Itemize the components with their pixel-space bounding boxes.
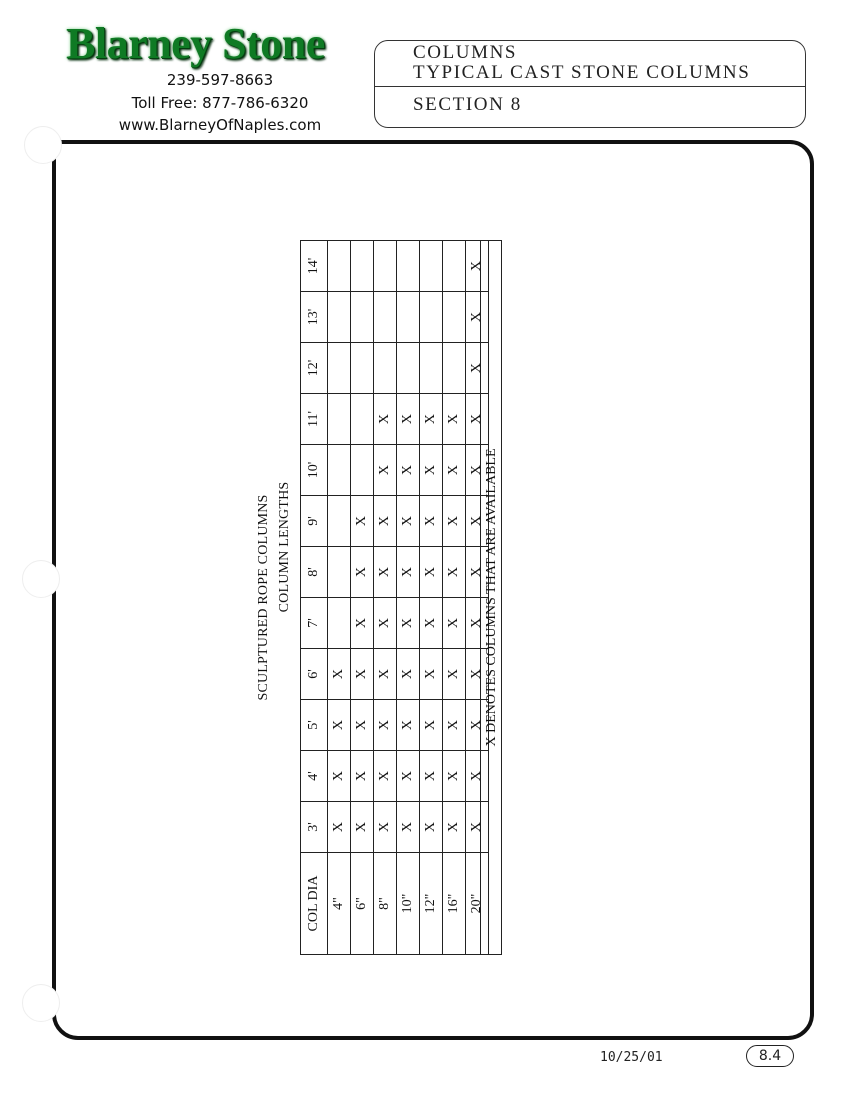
table-row [374,241,397,955]
availability-cell: X [397,649,420,700]
availability-cell: X [443,700,466,751]
section-label: SECTION 8 [413,94,522,115]
availability-cell: X [466,394,489,445]
availability-cell: X [351,547,374,598]
availability-cell: X [397,700,420,751]
availability-cell: X [351,496,374,547]
availability-cell: X [443,496,466,547]
availability-cell [443,343,466,394]
title-box-divider [374,86,806,87]
availability-cell: X [328,649,351,700]
availability-cell [351,394,374,445]
table-row [397,241,420,955]
availability-cell: X [397,496,420,547]
availability-cell: X [420,394,443,445]
availability-cell: X [466,547,489,598]
availability-cell: X [397,802,420,853]
availability-cell: X [374,445,397,496]
availability-cell: X [466,700,489,751]
revision-date: 10/25/01 [600,1050,663,1065]
category-subtitle: TYPICAL CAST STONE COLUMNS [413,62,751,83]
availability-cell: X [397,751,420,802]
availability-cell: X [443,445,466,496]
availability-cell: X [374,802,397,853]
diameter-cell: 12" [420,853,443,955]
availability-cell [328,343,351,394]
availability-cell: X [374,751,397,802]
availability-cell: X [328,700,351,751]
availability-cell: X [443,802,466,853]
length-header-cell: 12' [301,343,328,394]
length-header-cell: 5' [301,700,328,751]
page-number-badge: 8.4 [746,1045,794,1067]
availability-cell [328,496,351,547]
toll-free-number: Toll Free: 877-786-6320 [131,94,309,112]
col-dia-header: COL DIA [301,853,328,955]
diameter-cell: 8" [374,853,397,955]
availability-cell [328,445,351,496]
availability-table [278,240,489,955]
availability-cell: X [374,496,397,547]
diameter-cell: 4" [328,853,351,955]
length-header-cell: 4' [301,751,328,802]
availability-cell [420,292,443,343]
availability-cell [374,292,397,343]
punch-hole-top [24,126,62,164]
rope-columns-table-block [252,240,507,955]
length-header-cell: 7' [301,598,328,649]
length-header-row [301,241,328,955]
punch-hole-bottom [22,984,60,1022]
length-header-cell: 10' [301,445,328,496]
availability-cell: X [420,751,443,802]
length-header-cell: 9' [301,496,328,547]
website-url: www.BlarneyOfNaples.com [118,116,322,134]
length-header-cell: 14' [301,241,328,292]
availability-cell: X [466,343,489,394]
availability-cell: X [351,649,374,700]
length-header-cell: 11' [301,394,328,445]
availability-cell: X [466,802,489,853]
category-title: COLUMNS [413,42,518,63]
availability-cell: X [466,292,489,343]
availability-cell: X [397,445,420,496]
availability-cell: X [443,598,466,649]
length-header-cell: 8' [301,547,328,598]
availability-cell [420,241,443,292]
punch-hole-middle [22,560,60,598]
availability-cell: X [420,598,443,649]
availability-cell [443,241,466,292]
availability-cell: X [374,547,397,598]
availability-cell: X [420,700,443,751]
availability-cell: X [328,751,351,802]
diameter-cell: 20" [466,853,489,955]
availability-cell [443,292,466,343]
diameter-cell: 10" [397,853,420,955]
availability-cell [328,598,351,649]
availability-cell: X [420,547,443,598]
availability-cell: X [443,394,466,445]
table-row [351,241,374,955]
length-header-cell: 3' [301,802,328,853]
availability-cell: X [420,496,443,547]
availability-cell: X [420,802,443,853]
availability-cell [351,343,374,394]
availability-cell: X [466,445,489,496]
phone-number: 239-597-8663 [166,71,274,89]
availability-cell: X [397,394,420,445]
table-subtitle: COLUMN LENGTHS [277,481,292,613]
table-row [328,241,351,955]
availability-cell [397,292,420,343]
availability-cell: X [397,598,420,649]
availability-cell: X [466,649,489,700]
table-footnote: X DENOTES COLUMNS THAT ARE AVAILABLE [480,240,502,955]
availability-cell: X [328,802,351,853]
availability-cell: X [374,598,397,649]
availability-cell: X [351,802,374,853]
availability-cell: X [374,649,397,700]
availability-cell [328,394,351,445]
brand-logo: Blarney Stone [66,19,325,68]
availability-cell: X [351,751,374,802]
availability-cell: X [466,598,489,649]
availability-cell [420,343,443,394]
availability-cell: X [351,700,374,751]
availability-cell: X [420,445,443,496]
availability-cell [374,343,397,394]
availability-cell [351,445,374,496]
availability-cell: X [466,751,489,802]
availability-cell [351,292,374,343]
length-header-cell: 13' [301,292,328,343]
availability-cell: X [374,700,397,751]
availability-cell: X [420,649,443,700]
availability-cell: X [374,394,397,445]
availability-cell: X [443,547,466,598]
availability-cell [328,292,351,343]
availability-cell: X [443,751,466,802]
availability-cell [351,241,374,292]
availability-cell [397,343,420,394]
availability-cell [328,241,351,292]
availability-cell: X [466,241,489,292]
length-header-cell: 6' [301,649,328,700]
availability-cell: X [351,598,374,649]
availability-cell: X [443,649,466,700]
table-title: SCULPTURED ROPE COLUMNS [256,494,271,701]
diameter-cell: 16" [443,853,466,955]
availability-cell [328,547,351,598]
table-row [443,241,466,955]
table-row [420,241,443,955]
availability-cell [397,241,420,292]
availability-cell: X [397,547,420,598]
availability-cell [374,241,397,292]
availability-cell: X [466,496,489,547]
diameter-cell: 6" [351,853,374,955]
